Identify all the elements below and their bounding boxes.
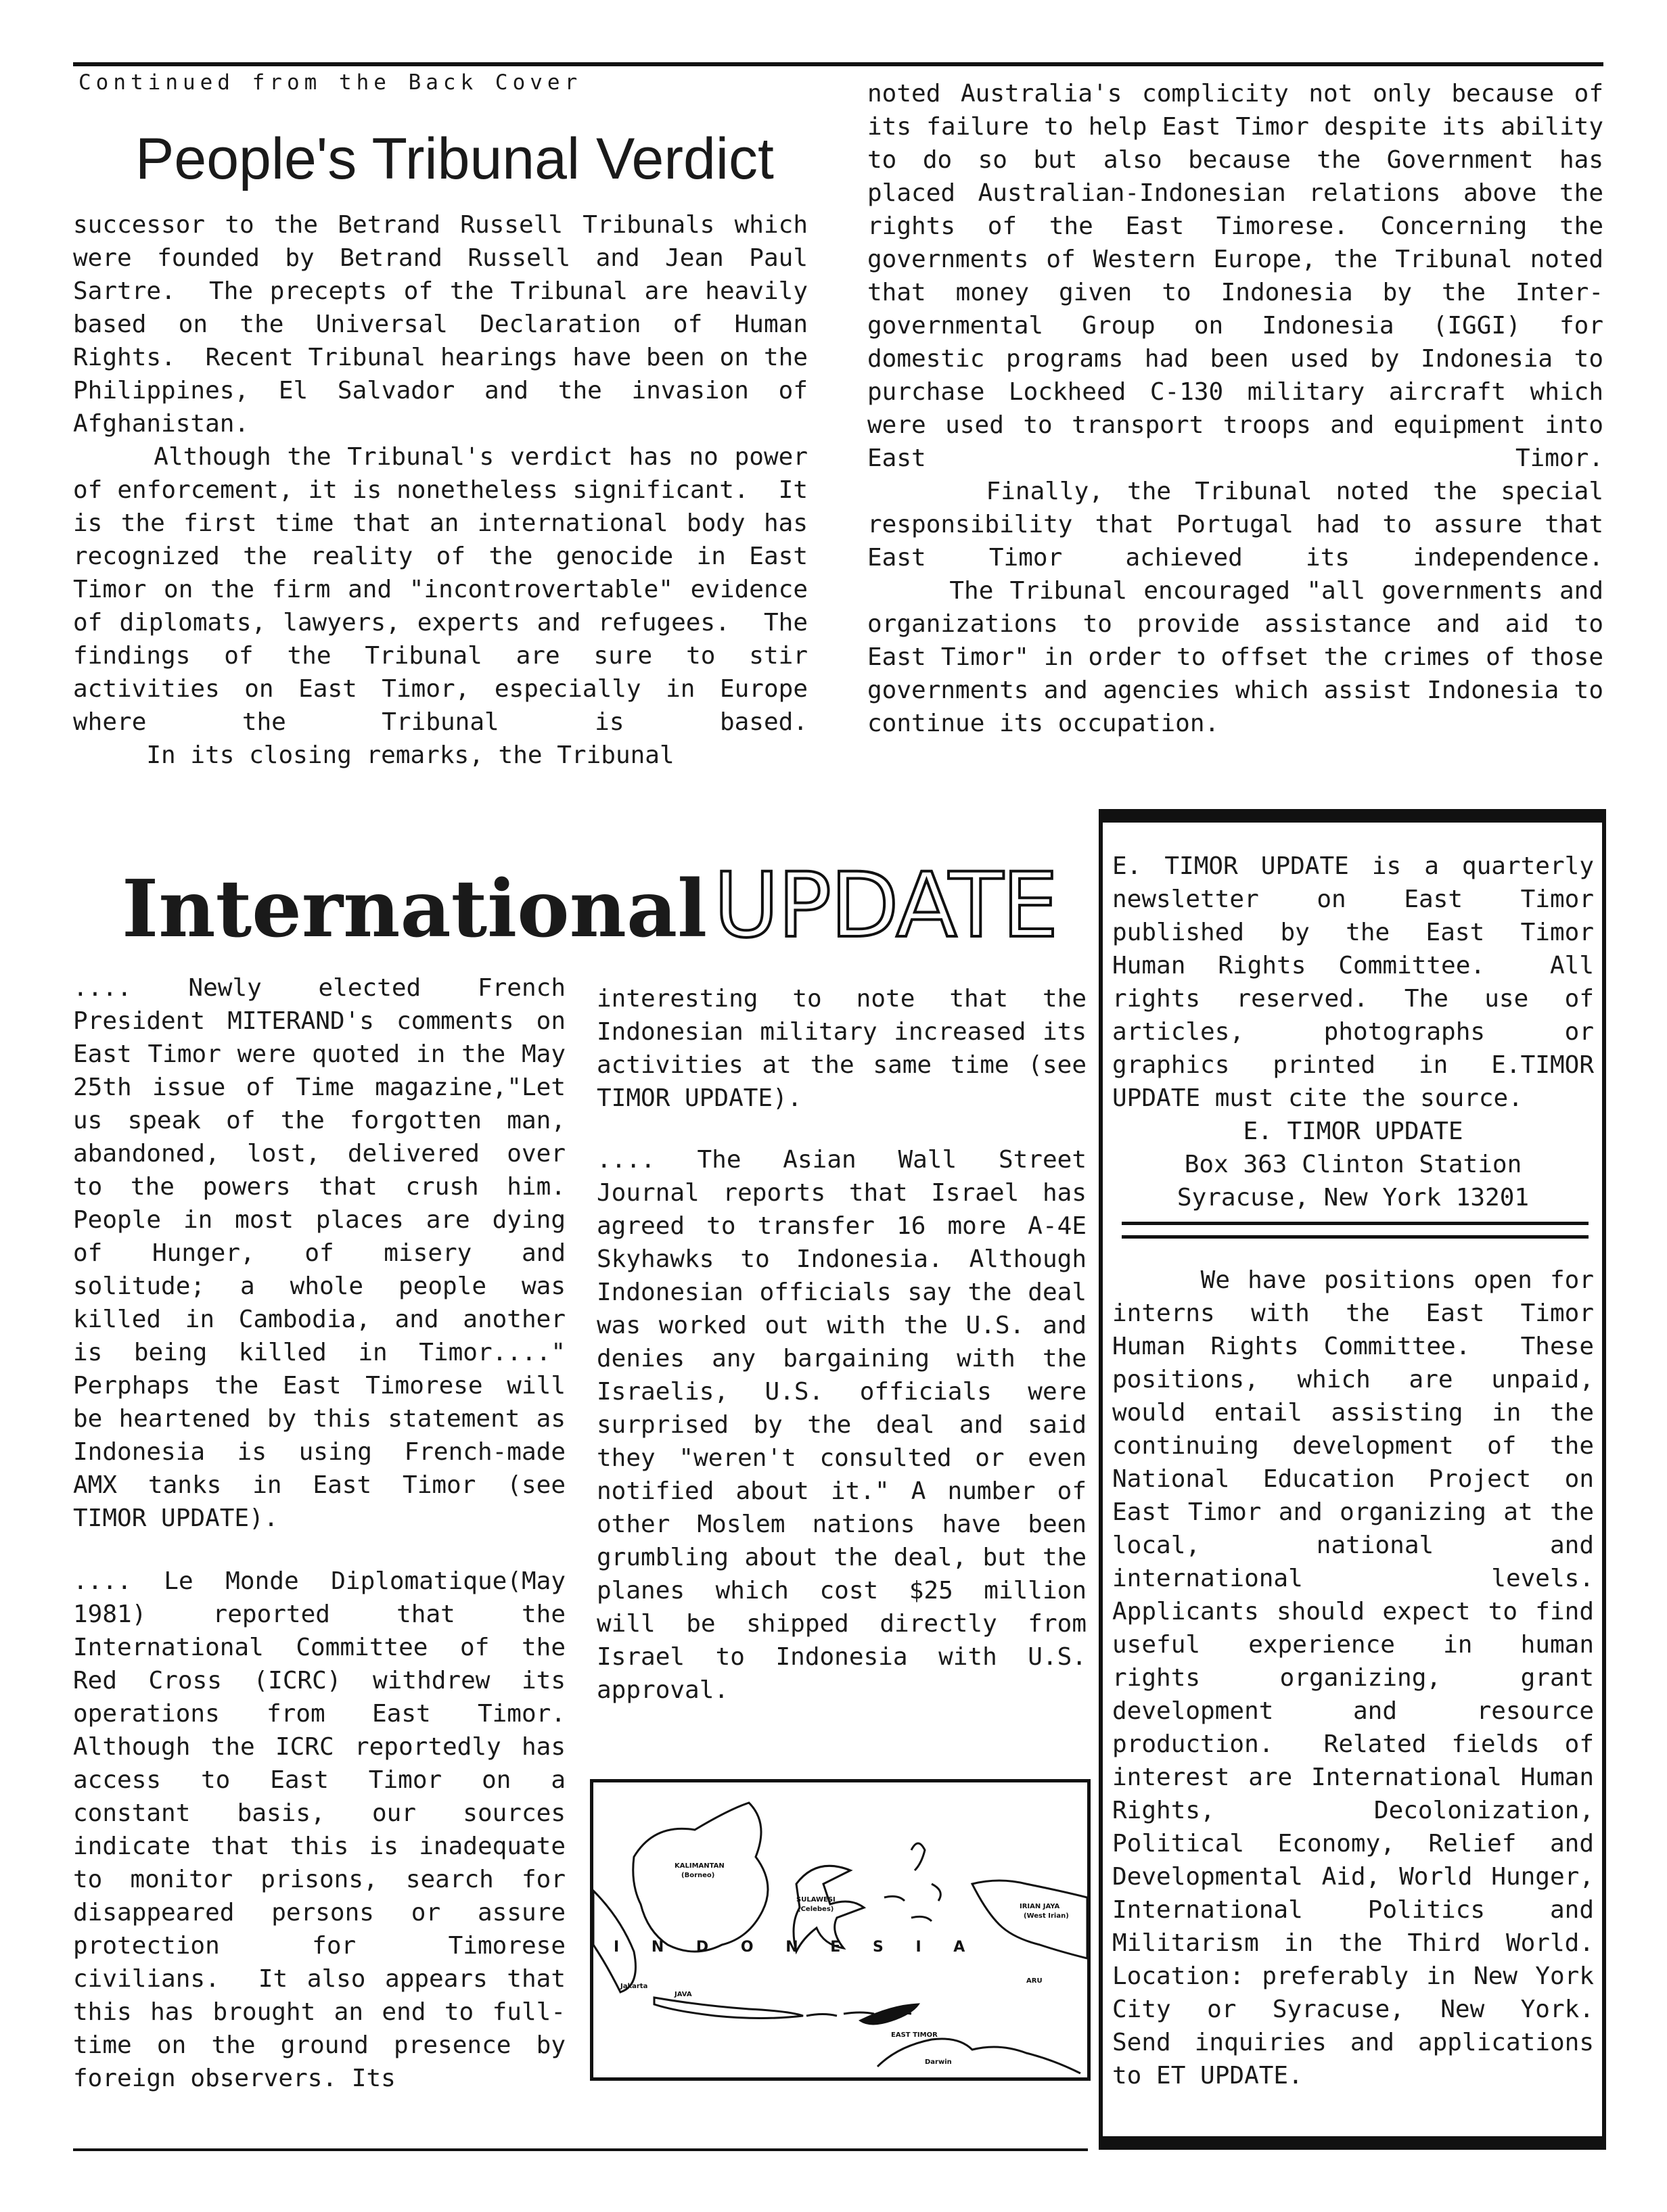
bottom-rule	[73, 2148, 1088, 2151]
tribunal-paragraph: In its closing remarks, the Tribunal	[73, 741, 675, 769]
map-label-indonesia: I N D O N E S I A	[614, 1939, 979, 1956]
australia-outline	[877, 2039, 1080, 2073]
tribunal-paragraph: The Tribunal encouraged "all governments and organizations to provide assistance and aid to East Timor" in order to offset the crimes of those governments and agencies which assist Indonesia to continue its occupation.	[867, 577, 1618, 737]
update-title-outline: UPDATE	[713, 854, 1057, 958]
continued-kicker: Continued from the Back Cover	[78, 70, 583, 95]
info-box-top-bar	[1103, 813, 1602, 823]
update-column-1	[73, 971, 595, 2095]
info-about	[1112, 850, 1609, 1214]
update-title-bold: International	[122, 863, 708, 955]
tribunal-right-column	[867, 77, 1618, 740]
info-interns	[1112, 1264, 1624, 2092]
update-item: interesting to note that the Indonesian military increased its activities at the same time (see TIMOR UPDATE).	[597, 985, 1101, 1112]
info-address-line: Box 363 Clinton Station	[1184, 1151, 1522, 1178]
info-about-text: E. TIMOR UPDATE is a quarterly newsletter on East Timor published by the East Timor Human Rights Committee. All rights reserved. The use of articles, photographs or graphics printed in E.TIMOR UPDATE must cite the source.	[1112, 852, 1609, 1112]
map-label-borneo: (Borneo)	[681, 1872, 715, 1879]
update-item: .... The Asian Wall Street Journal reports that Israel has agreed to transfer 16 more A-4E Skyhawks to Indonesia. Although Indonesian officials say the deal was worked out with the U.S. and denies any bargaining with the Israelis, U.S. officials were surprised by the deal and said they "weren't consulted or even notified about it." A number of other Moslem nations have been grumbling about the deal, but the planes which cost $25 million will be shipped directly from Israel to Indonesia with U.S. approval.	[597, 1146, 1101, 1704]
update-item: .... Newly elected French President MITERAND's comments on East Timor were quoted in the May 25th issue of Time magazine,"Let us speak of the forgotten man, abandoned, lost, delivered over to the powers that crush him. People in most places are dying of Hunger, of misery and solitude; a whole people was killed in Cambodia, and another is being killed in Timor...." Perphaps the East Timorese will be heartened by this statement as Indonesia is using French-made AMX tanks in East Timor (see TIMOR UPDATE).	[73, 974, 595, 1532]
tribunal-paragraph: noted Australia's complicity not only because of its failure to help East Timor despite its ability to do so but also because the Government has placed Australian-Indonesian relations above the rights of the East Timorese. Concerning the governments of Western Europe, the Tribunal noted that money given to Indonesia by the Inter-governmental Group on Indonesia (IGGI) for domestic programs had been used by Indonesia to purchase Lockheed C-130 military aircraft which were used to transport troops and equipment into East Timor.	[867, 80, 1618, 472]
map-label-sulawesi: SULAWESI	[796, 1896, 836, 1904]
map-label-irian: IRIAN JAYA	[1020, 1903, 1060, 1910]
map-label-darwin: Darwin	[925, 2058, 952, 2066]
indonesia-map	[590, 1779, 1091, 2081]
tribunal-paragraph: Finally, the Tribunal noted the special responsibility that Portugal had to assure that East Timor achieved its independence.	[867, 478, 1618, 572]
tribunal-paragraph: successor to the Betrand Russell Tribunals which were founded by Betrand Russell and Jean Paul Sartre. The precepts of the Tribunal are heavily based on the Universal Declaration of Human Rights. Recent Tribunal hearings have been on the Philippines, El Salvador and the invasion of Afghanistan.	[73, 211, 823, 438]
map-label-east-timor: EAST TIMOR	[891, 2031, 938, 2039]
info-divider	[1122, 1222, 1589, 1225]
tribunal-left-column	[73, 208, 823, 772]
map-label-aru: ARU	[1026, 1977, 1043, 1985]
map-label-celebes: (Celebes)	[798, 1906, 834, 1913]
tribunal-paragraph: Although the Tribunal's verdict has no power of enforcement, it is nonetheless significant. It is the first time that an international body has recognized the reality of the genocide in East Timor on the firm and "incontrovertable" evidence of diplomats, lawyers, experts and refugees. The findings of the Tribunal are sure to stir activities on East Timor, especially in Europe where the Tribunal is based.	[73, 443, 823, 736]
java-outline	[654, 1998, 803, 2019]
top-rule	[73, 62, 1603, 66]
map-label-west-irian: (West Irian)	[1024, 1912, 1069, 1920]
info-interns-text: We have positions open for interns with the East Timor Human Rights Committee. These positions, which are unpaid, would entail assisting in the continuing development of the National Education Project on East Timor and organizing at the local, national and international levels. Applicants should expect to find useful experience in human rights organizing, grant development and resource production. Related fields of interest are International Human Rights, Decolonization, Political Economy, Relief and Developmental Aid, World Hunger, International Politics and Militarism in the Third World. Location: preferably in New York City or Syracuse, New York. Send inquiries and applications to ET UPDATE.	[1112, 1266, 1624, 2090]
map-label-jakarta: Jakarta	[620, 1983, 648, 1990]
update-headline	[122, 854, 1057, 958]
info-divider	[1122, 1235, 1589, 1239]
update-column-2	[597, 982, 1101, 1707]
info-box	[1099, 809, 1624, 2150]
map-label-java: JAVA	[675, 1991, 692, 1998]
update-item: .... Le Monde Diplomatique(May 1981) reported that the International Committee of the Red Cross (ICRC) withdrew its operations from East Timor. Although the ICRC reportedly has access to East Timor on a constant basis, our sources indicate that this is inadequate to monitor prisons, search for disappeared persons or assure protection for Timorese civilians. It also appears that this has brought an end to full-time on the ground presence by foreign observers. Its	[73, 1567, 580, 2092]
info-box-bottom-bar	[1103, 2136, 1602, 2146]
map-label-kalimantan: KALIMANTAN	[675, 1862, 725, 1870]
tribunal-headline: People's Tribunal Verdict	[135, 126, 774, 191]
info-address-line: E. TIMOR UPDATE	[1243, 1117, 1463, 1145]
info-address-line: Syracuse, New York 13201	[1177, 1184, 1530, 1212]
indonesia-map-drawing	[593, 1782, 1087, 2077]
moluccas-outline	[884, 1843, 940, 1921]
